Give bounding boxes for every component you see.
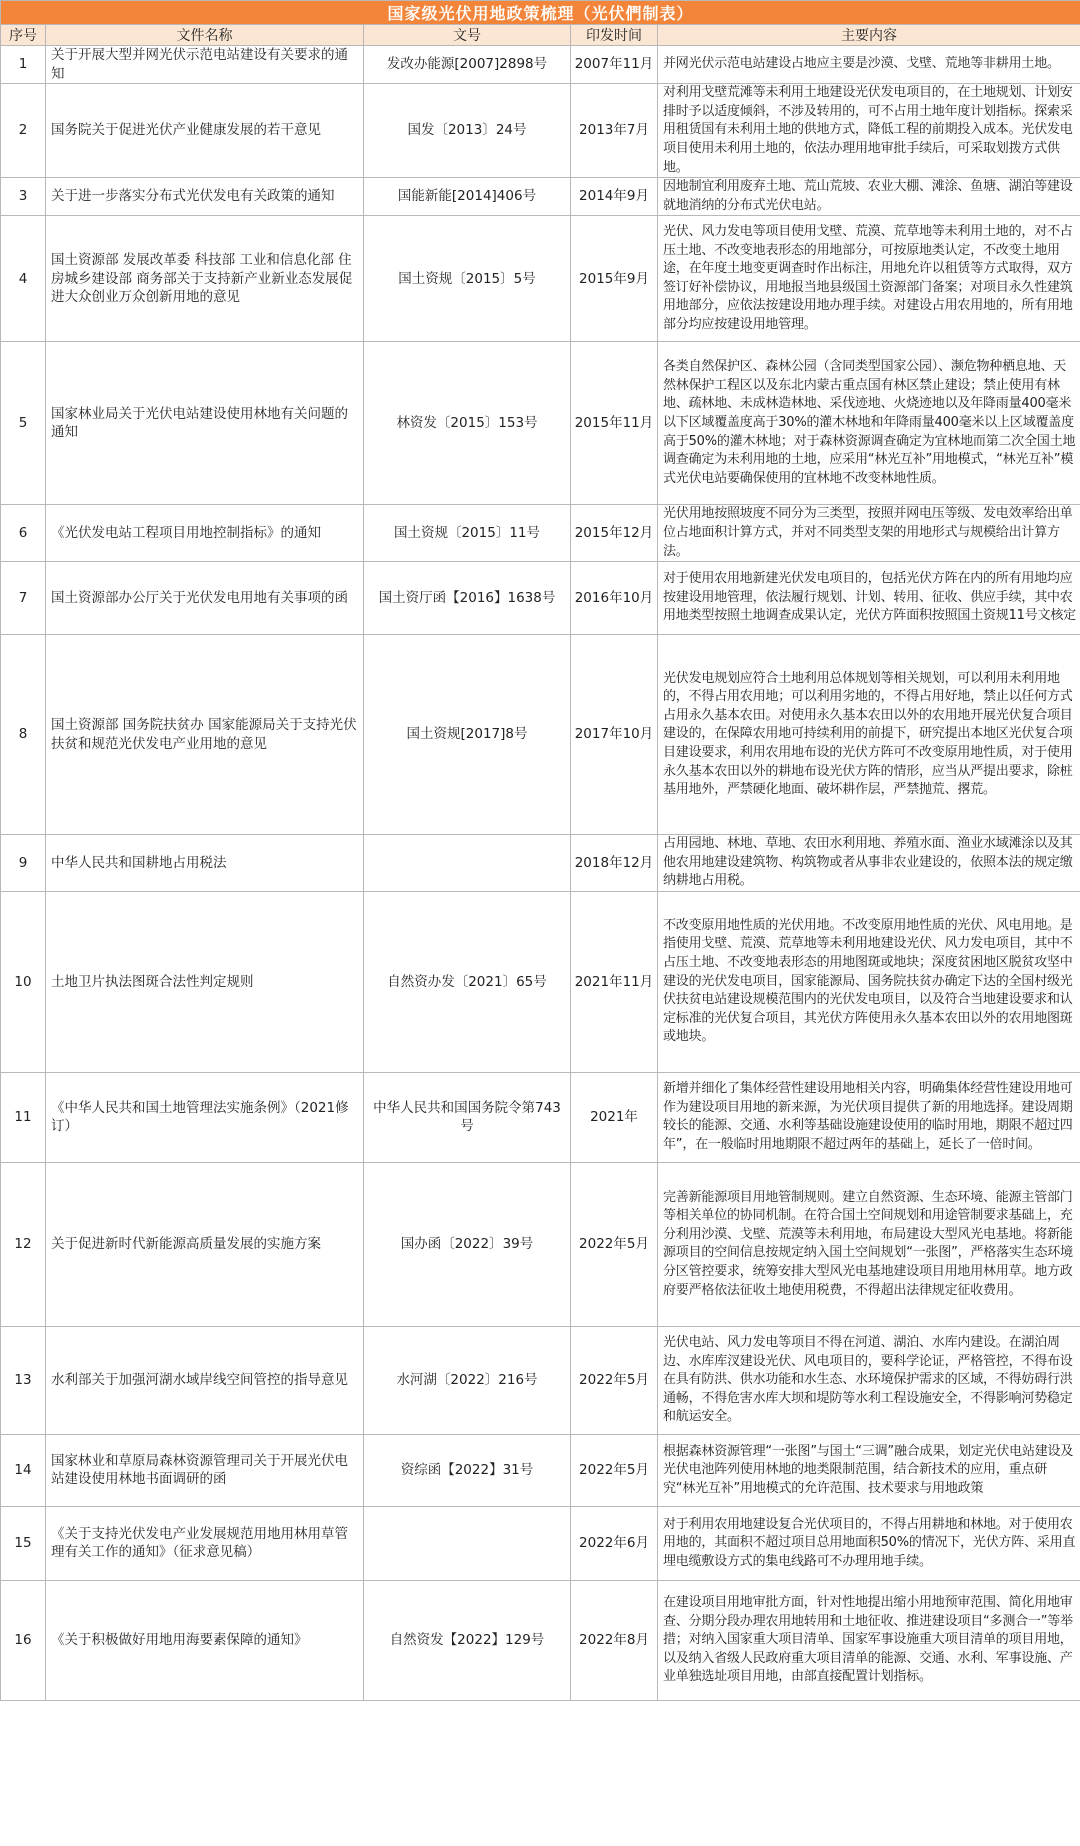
row-doc-number: 国发〔2013〕24号 (364, 84, 571, 178)
row-issue-date: 2015年12月 (571, 505, 658, 562)
row-file-name: 国土资源部 国务院扶贫办 国家能源局关于支持光伏扶贫和规范光伏发电产业用地的意见 (46, 635, 364, 835)
table-row (1, 1326, 1080, 1434)
row-doc-number: 水河湖〔2022〕216号 (364, 1326, 571, 1434)
table-row (1, 46, 1080, 84)
table-row (1, 342, 1080, 505)
row-number: 8 (1, 635, 46, 835)
row-issue-date: 2022年6月 (571, 1506, 658, 1580)
row-issue-date: 2015年11月 (571, 342, 658, 505)
table-row (1, 1580, 1080, 1700)
row-issue-date: 2022年8月 (571, 1580, 658, 1700)
row-doc-number: 发改办能源[2007]2898号 (364, 46, 571, 84)
row-file-name: 《关于积极做好用地用海要素保障的通知》 (46, 1580, 364, 1700)
row-file-name: 关于进一步落实分布式光伏发电有关政策的通知 (46, 178, 364, 216)
row-main-content: 光伏电站、风力发电等项目不得在河道、湖泊、水库内建设。在湖泊周边、水库库汊建设光伏、风电项目的，要科学论证，严格管控，不得布设在具有防洪、供水功能和水生态、水环境保护需求的区域，不得妨碍行洪通畅，不得危害水库大坝和堤防等水利工程设施安全，不得影响河势稳定和航运安全。 (658, 1326, 1080, 1434)
table-row (1, 835, 1080, 892)
table-row (1, 891, 1080, 1072)
row-number: 7 (1, 562, 46, 635)
header-content: 主要内容 (658, 25, 1080, 46)
table-row (1, 1072, 1080, 1162)
row-issue-date: 2021年 (571, 1072, 658, 1162)
header-doc: 文号 (364, 25, 571, 46)
row-doc-number: 国能新能[2014]406号 (364, 178, 571, 216)
row-file-name: 关于开展大型并网光伏示范电站建设有关要求的通知 (46, 46, 364, 84)
row-number: 4 (1, 216, 46, 342)
row-file-name: 国土资源部 发展改革委 科技部 工业和信息化部 住房城乡建设部 商务部关于支持新产业新业态发展促进大众创业万众创新用地的意见 (46, 216, 364, 342)
row-main-content: 光伏用地按照坡度不同分为三类型，按照并网电压等级、发电效率给出单位占地面积计算方式，并对不同类型支架的用地形式与规模给出计算方法。 (658, 505, 1080, 562)
row-main-content: 根据森林资源管理“一张图”与国土“三调”融合成果，划定光伏电站建设及光伏电池阵列使用林地的地类限制范围，结合新技术的应用，重点研究“林光互补”用地模式的允许范围、技术要求与用地政策 (658, 1434, 1080, 1506)
table-row (1, 505, 1080, 562)
row-doc-number: 国办函〔2022〕39号 (364, 1162, 571, 1326)
row-file-name: 关于促进新时代新能源高质量发展的实施方案 (46, 1162, 364, 1326)
row-main-content: 完善新能源项目用地管制规则。建立自然资源、生态环境、能源主管部门等相关单位的协同机制。在符合国土空间规划和用途管制要求基础上，充分利用沙漠、戈壁、荒漠等未利用地，布局建设大型风光电基地。将新能源项目的空间信息按规定纳入国土空间规划“一张图”，严格落实生态环境分区管控要求，统筹安排大型风光电基地建设项目用地用林用草。地方政府要严格依法征收土地使用税费，不得超出法律规定征收费用。 (658, 1162, 1080, 1326)
row-number: 10 (1, 891, 46, 1072)
row-doc-number: 国土资规[2017]8号 (364, 635, 571, 835)
row-doc-number: 国土资厅函【2016】1638号 (364, 562, 571, 635)
table-row (1, 1162, 1080, 1326)
row-number: 2 (1, 84, 46, 178)
row-file-name: 国家林业局关于光伏电站建设使用林地有关问题的通知 (46, 342, 364, 505)
row-doc-number: 国土资规〔2015〕11号 (364, 505, 571, 562)
row-number: 12 (1, 1162, 46, 1326)
row-doc-number (364, 835, 571, 892)
header-name: 文件名称 (46, 25, 364, 46)
table-row (1, 635, 1080, 835)
table-row (1, 1434, 1080, 1506)
table-row (1, 178, 1080, 216)
row-file-name: 中华人民共和国耕地占用税法 (46, 835, 364, 892)
row-number: 16 (1, 1580, 46, 1700)
table-row (1, 562, 1080, 635)
row-issue-date: 2015年9月 (571, 216, 658, 342)
header-row (1, 25, 1080, 46)
row-main-content: 对利用戈壁荒滩等未利用土地建设光伏发电项目的，在土地规划、计划安排时予以适度倾斜，不涉及转用的，可不占用土地年度计划指标。探索采用租赁国有未利用土地的供地方式，降低工程的前期投入成本。光伏发电项目使用未利用土地的，依法办理用地审批手续后，可采取划拨方式供地。 (658, 84, 1080, 178)
row-file-name: 国家林业和草原局森林资源管理司关于开展光伏电站建设使用林地书面调研的函 (46, 1434, 364, 1506)
row-number: 9 (1, 835, 46, 892)
row-issue-date: 2013年7月 (571, 84, 658, 178)
row-main-content: 新增并细化了集体经营性建设用地相关内容，明确集体经营性建设用地可作为建设项目用地的新来源，为光伏项目提供了新的用地选择。建设周期较长的能源、交通、水利等基础设施建设使用的临时用地，期限不超过四年”，在一般临时用地期限不超过两年的基础上，延长了一倍时间。 (658, 1072, 1080, 1162)
row-issue-date: 2018年12月 (571, 835, 658, 892)
row-doc-number: 林资发〔2015〕153号 (364, 342, 571, 505)
row-main-content: 在建设项目用地审批方面，针对性地提出缩小用地预审范围、简化用地审查、分期分段办理农用地转用和土地征收、推进建设项目“多测合一”等举措；对纳入国家重大项目清单、国家军事设施重大项目清单的项目用地，以及纳入省级人民政府重大项目清单的能源、交通、水利、军事设施、产业单独选址项目用地，由部直接配置计划指标。 (658, 1580, 1080, 1700)
row-doc-number: 自然资办发〔2021〕65号 (364, 891, 571, 1072)
row-doc-number: 资综函【2022】31号 (364, 1434, 571, 1506)
row-issue-date: 2021年11月 (571, 891, 658, 1072)
row-doc-number: 自然资发【2022】129号 (364, 1580, 571, 1700)
row-file-name: 水利部关于加强河湖水域岸线空间管控的指导意见 (46, 1326, 364, 1434)
row-main-content: 因地制宜利用废弃土地、荒山荒坡、农业大棚、滩涂、鱼塘、湖泊等建设就地消纳的分布式光伏电站。 (658, 178, 1080, 216)
row-number: 6 (1, 505, 46, 562)
row-number: 5 (1, 342, 46, 505)
row-number: 13 (1, 1326, 46, 1434)
row-number: 14 (1, 1434, 46, 1506)
row-main-content: 并网光伏示范电站建设占地应主要是沙漠、戈壁、荒地等非耕用土地。 (658, 46, 1080, 84)
row-doc-number (364, 1506, 571, 1580)
table-row (1, 84, 1080, 178)
row-doc-number: 国土资规〔2015〕5号 (364, 216, 571, 342)
row-main-content: 光伏、风力发电等项目使用戈壁、荒漠、荒草地等未利用土地的，对不占压土地、不改变地表形态的用地部分，可按原地类认定，不改变土地用途，在年度土地变更调查时作出标注，用地允许以租赁等方式取得，双方签订好补偿协议，用地报当地县级国土资源部门备案；对项目永久性建筑用地部分，应依法按建设用地办理手续。对建设占用农用地的，所有用地部分均应按建设用地管理。 (658, 216, 1080, 342)
row-doc-number: 中华人民共和国国务院令第743号 (364, 1072, 571, 1162)
table-row (1, 1506, 1080, 1580)
row-number: 11 (1, 1072, 46, 1162)
row-issue-date: 2022年5月 (571, 1162, 658, 1326)
row-number: 15 (1, 1506, 46, 1580)
header-date: 印发时间 (571, 25, 658, 46)
row-number: 1 (1, 46, 46, 84)
row-file-name: 《关于支持光伏发电产业发展规范用地用林用草管理有关工作的通知》（征求意见稿） (46, 1506, 364, 1580)
row-main-content: 对于利用农用地建设复合光伏项目的，不得占用耕地和林地。对于使用农用地的，其面积不超过项目总用地面积50%的情况下，光伏方阵、采用直埋电缆敷设方式的集电线路可不办理用地手续。 (658, 1506, 1080, 1580)
row-file-name: 国土资源部办公厅关于光伏发电用地有关事项的函 (46, 562, 364, 635)
table-row (1, 216, 1080, 342)
row-issue-date: 2014年9月 (571, 178, 658, 216)
row-file-name: 《光伏发电站工程项目用地控制指标》的通知 (46, 505, 364, 562)
row-main-content: 光伏发电规划应符合土地利用总体规划等相关规划，可以利用未利用地的，不得占用农用地；可以利用劣地的，不得占用好地，禁止以任何方式占用永久基本农田。对使用永久基本农田以外的农用地开展光伏复合项目建设的，在保障农用地可持续利用的前提下，研究提出本地区光伏复合项目建设要求，利用农用地布设的光伏方阵可不改变原用地性质，对于使用永久基本农田以外的耕地布设光伏方阵的情形，应当从严提出要求，除桩基用地外，严禁硬化地面、破坏耕作层，严禁抛荒、撂荒。 (658, 635, 1080, 835)
row-number: 3 (1, 178, 46, 216)
row-main-content: 各类自然保护区、森林公园（含同类型国家公园）、濒危物种栖息地、天然林保护工程区以及东北内蒙古重点国有林区禁止建设；禁止使用有林地、疏林地、未成林造林地、采伐迹地、火烧迹地以及年降雨量400毫米以下区域覆盖度高于30%的灌木林地和年降雨量400毫米以上区域覆盖度高于50%的灌木林地；对于森林资源调查确定为宜林地而第二次全国土地调查确定为未利用地的土地，应采用“林光互补”用地模式，“林光互补”模式光伏电站要确保使用的宜林地不改变林地性质。 (658, 342, 1080, 505)
header-no: 序号 (1, 25, 46, 46)
table-title: 国家级光伏用地政策梳理（光伏們制表） (1, 1, 1080, 25)
row-issue-date: 2022年5月 (571, 1326, 658, 1434)
row-issue-date: 2017年10月 (571, 635, 658, 835)
row-file-name: 土地卫片执法图斑合法性判定规则 (46, 891, 364, 1072)
row-main-content: 不改变原用地性质的光伏用地。不改变原用地性质的光伏、风电用地。是指使用戈壁、荒漠、荒草地等未利用地建设光伏、风力发电项目，其中不占压土地、不改变地表形态的用地图斑或地块；深度贫困地区脱贫攻坚中建设的光伏发电项目，国家能源局、国务院扶贫办确定下达的全国村级光伏扶贫电站建设规模范围内的光伏发电项目，以及符合当地建设要求和认定标准的光伏复合项目，其光伏方阵使用永久基本农田以外的农用地图斑或地块。 (658, 891, 1080, 1072)
row-file-name: 国务院关于促进光伏产业健康发展的若干意见 (46, 84, 364, 178)
row-main-content: 对于使用农用地新建光伏发电项目的，包括光伏方阵在内的所有用地均应按建设用地管理，依法履行规划、计划、转用、征收、供应手续，其中农用地类型按照土地调查成果认定，光伏方阵面积按照国土资规11号文核定 (658, 562, 1080, 635)
row-issue-date: 2007年11月 (571, 46, 658, 84)
row-issue-date: 2022年5月 (571, 1434, 658, 1506)
row-file-name: 《中华人民共和国土地管理法实施条例》（2021修订） (46, 1072, 364, 1162)
row-main-content: 占用园地、林地、草地、农田水利用地、养殖水面、渔业水域滩涂以及其他农用地建设建筑物、构筑物或者从事非农业建设的，依照本法的规定缴纳耕地占用税。 (658, 835, 1080, 892)
row-issue-date: 2016年10月 (571, 562, 658, 635)
